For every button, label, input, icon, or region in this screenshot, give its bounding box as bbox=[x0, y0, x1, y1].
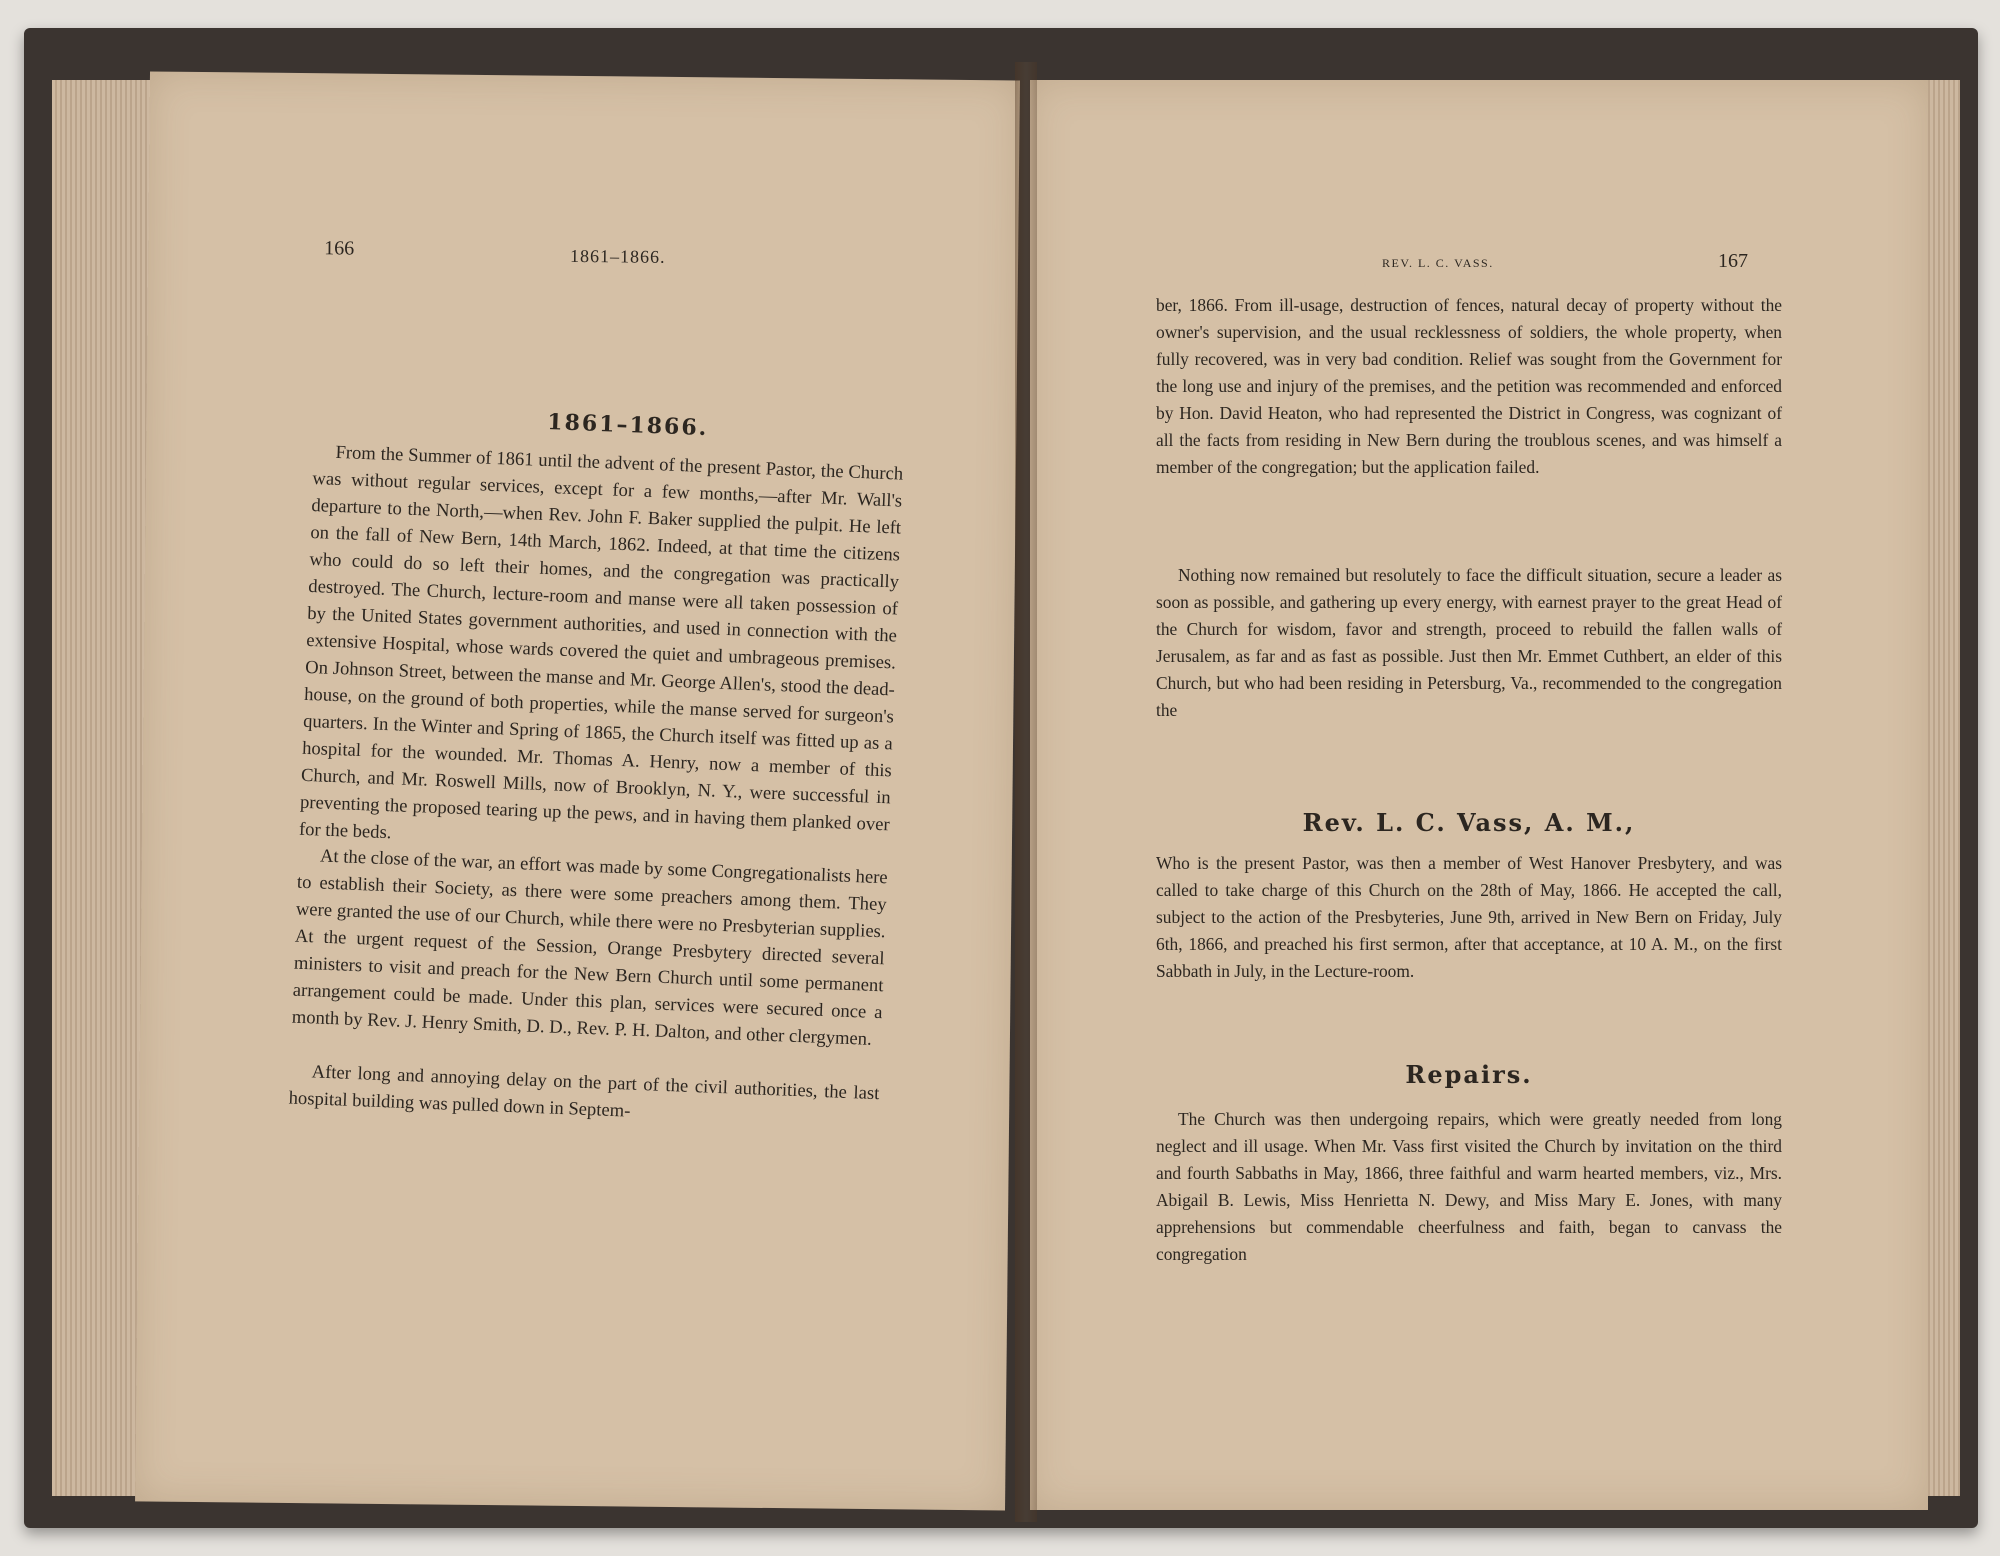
paragraph: ber, 1866. From ill-usage, destruction of fences, natural decay of property without the owner's supervision, and the usual recklessness of soldiers, the whole property, when fully recovered, was in very bad condition. Relief was sought from the Government for the long use and injury of the premises, and the petition was recommended and enforced by Hon. David Heaton, who had represented the District in Congress, was cognizant of all the facts from residing in New Bern during the troublous scenes, and was himself a member of the congregation; but the application failed. bbox=[1156, 295, 1782, 477]
section-heading-vass: Rev. L. C. Vass, A. M., bbox=[1302, 808, 1636, 837]
paragraph: From the Summer of 1861 until the advent of the present Pastor, the Church was without regular services, except for a few months,—after Mr. Wall's departure to the North,—when Rev. John F. Baker supplied the pulpit. He left on the fall of New Bern, 14th March, 1862. Indeed, at that time the citizens who could do so left their homes, and the congregation was practically destroyed. The Church, lecture-room and manse were all taken possession of by the United States government authorities, and used in connection with the extensive Hospital, whose wards covered the quiet and umbrageous premises. On Johnson Street, between the manse and Mr. George Allen's, stood the dead-house, on the ground of both properties, while the manse served for surgeon's quarters. In the Winter and Spring of 1865, the Church itself was fitted up as a hospital for the wounded. Mr. Thomas A. Henry, now a member of this Church, and Mr. Roswell Mills, now of Brooklyn, N. Y., were successful in preventing the proposed tearing up the pews, and in having them planked over for the beds. bbox=[298, 441, 904, 844]
book-gutter bbox=[1015, 62, 1037, 1522]
page-number: 167 bbox=[1718, 250, 1748, 272]
page-number: 166 bbox=[324, 237, 355, 260]
running-head: 1861–1866. bbox=[570, 245, 666, 267]
running-head: REV. L. C. VASS. bbox=[1382, 256, 1494, 270]
paragraph: Who is the present Pastor, was then a member of West Hanover Presbytery, and was called to take charge of this Church on the 28th of May, 1866. He accepted the call, subject to the action of the Presbyteries, June 9th, arrived in New Bern on Friday, July 6th, 1866, and preached his first sermon, after that acceptance, at 10 A. M., on the first Sabbath in July, in the Lecture-room. bbox=[1156, 853, 1782, 981]
section-heading-repairs: Repairs. bbox=[1405, 1060, 1533, 1089]
paragraph: The Church was then undergoing repairs, which were greatly needed from long neglect and ill usage. When Mr. Vass first visited the Church by invitation on the third and fourth Sabbaths in May, 1866, three faithful and warm hearted members, viz., Mrs. Abigail B. Lewis, Miss Henrietta N. Dewy, and Miss Mary E. Jones, with many apprehensions but commendable cheerfulness and faith, began to canvass the congregation bbox=[1156, 1109, 1782, 1264]
left-page-text bbox=[95, 71, 1019, 1533]
paragraph: Nothing now remained but resolutely to face the difficult situation, secure a leader as soon as possible, and gathering up every energy, with earnest prayer to the great Head of the Church for wisdom, favor and strength, proceed to rebuild the fallen walls of Jerusalem, as far and as fast as possible. Just then Mr. Emmet Cuthbert, an elder of this Church, but who had been residing in Petersburg, Va., recommended to the congregation the bbox=[1156, 565, 1782, 720]
paragraph: After long and annoying delay on the part of the civil authorities, the last hospital building was pulled down in Septem- bbox=[288, 1061, 880, 1122]
left-page bbox=[135, 71, 1020, 1510]
paragraph: At the close of the war, an effort was made by some Congregationalists here to establish their Society, as there were some preachers among them. They were granted the use of our Church, while there were no Presbyterian supplies. At the urgent request of the Session, Orange Presbytery directed several ministers to visit and preach for the New Bern Church until some permanent arrangement could be made. Under this plan, services were secured once a month by Rev. J. Henry Smith, D. D., Rev. P. H. Dalton, and other clergymen. bbox=[291, 845, 889, 1050]
section-title: 1861–1866. bbox=[546, 408, 709, 442]
right-page bbox=[1030, 80, 1928, 1510]
